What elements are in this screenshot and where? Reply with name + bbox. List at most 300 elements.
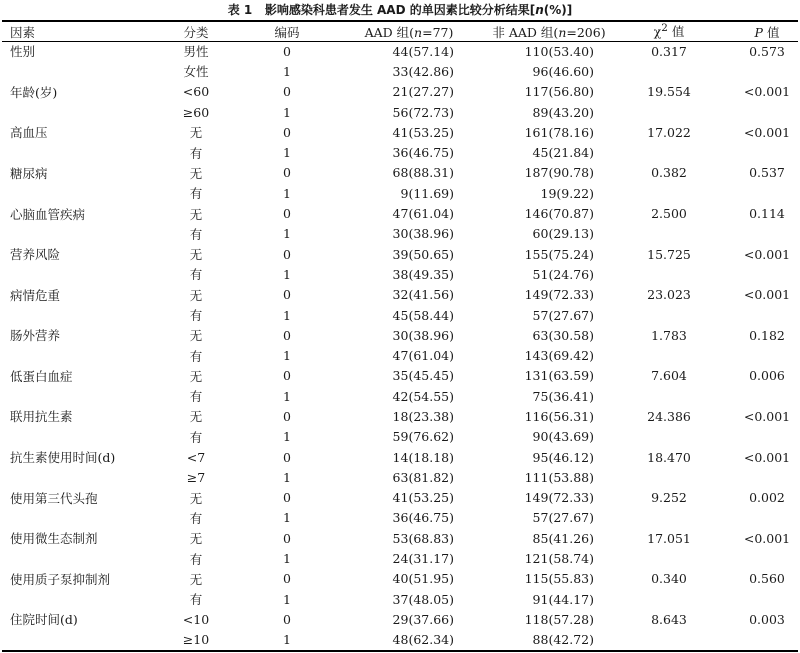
cell-aad-text: 38(49.35) [392,266,454,282]
cell-category-text: 无 [189,531,203,547]
cell-p-value: 0.003 [749,611,785,627]
table-label: 表 1 [227,3,253,17]
cell-category-text: 有 [189,267,203,283]
cell-chi-square [614,142,724,162]
cell-category-text: 有 [189,348,203,364]
header-aad-prefix: AAD 组( [364,24,415,40]
cell-p-value [724,427,800,447]
cell-category-text: <10 [182,611,210,627]
cell-factor [0,61,170,81]
header-code: 编码 [274,24,300,40]
cell-aad-text: 9(11.69) [400,185,454,201]
cell-non-aad-text: 63(30.58) [532,327,594,343]
cell-p-value [724,102,800,122]
cell-non-aad-text: 91(44.17) [532,591,594,607]
cell-p-value: <0.001 [743,408,791,424]
cell-non-aad [484,406,614,426]
cell-category [170,122,240,142]
cell-aad-text: 68(88.31) [392,165,454,181]
cell-category [170,488,240,508]
cell-category [170,569,240,589]
cell-p-value: <0.001 [743,124,791,140]
cell-chi-square [614,427,724,447]
cell-code: 0 [283,206,291,222]
header-row [0,22,800,41]
cell-category [170,224,240,244]
header-aad [334,22,484,41]
cell-aad-text: 37(48.05) [392,591,454,607]
cell-factor [0,508,170,528]
cell-category-text: 无 [189,165,203,181]
cell-p-value [724,224,800,244]
cell-p-value [724,142,800,162]
cell-non-aad [484,82,614,102]
cell-category [170,102,240,122]
cell-category-text: 有 [189,592,203,608]
cell-non-aad [484,467,614,487]
cell-code: 1 [283,185,291,201]
cell-category [170,427,240,447]
cell-non-aad-text: 96(46.60) [532,63,594,79]
header-chi-square [614,22,724,41]
header-category-label: 分类 [183,24,209,40]
cell-non-aad-text: 111(53.88) [524,469,594,485]
cell-aad [334,427,484,447]
table-row [0,244,800,264]
cell-code: 0 [283,449,291,465]
cell-code: 1 [283,469,291,485]
cell-code: 1 [283,429,291,445]
cell-aad-text: 53(68.83) [392,530,454,546]
cell-category [170,630,240,650]
cell-p-value [724,61,800,81]
cell-p-value: 0.537 [749,165,785,181]
cell-non-aad [484,508,614,528]
table-row [0,467,800,487]
cell-aad [334,467,484,487]
header-p-value [724,22,800,41]
cell-p-value [724,589,800,609]
table-row [0,203,800,223]
cell-code: 1 [283,307,291,323]
header-non-prefix: 非 AAD 组( [492,24,559,40]
cell-p-value [724,467,800,487]
cell-non-aad-text: 57(27.67) [532,307,594,323]
cell-category [170,305,240,325]
cell-code: 0 [283,124,291,140]
cell-factor [0,548,170,568]
cell-non-aad [484,61,614,81]
cell-aad [334,224,484,244]
cell-factor [0,427,170,447]
cell-factor [0,386,170,406]
cell-non-aad [484,203,614,223]
table-row [0,406,800,426]
table-row [0,548,800,568]
cell-non-aad-text: 85(41.26) [532,530,594,546]
cell-chi-square: 15.725 [647,246,691,262]
table-row [0,61,800,81]
cell-factor: 肠外营养 [10,328,61,344]
cell-aad [334,345,484,365]
table-caption [0,3,800,17]
cell-aad [334,41,484,61]
cell-category [170,447,240,467]
cell-non-aad [484,569,614,589]
header-p-word: 值 [762,24,780,40]
cell-category-text: 无 [189,287,203,303]
cell-factor [0,345,170,365]
header-non-aad [484,22,614,41]
cell-p-value: 0.573 [749,43,785,59]
cell-aad-text: 29(37.66) [392,611,454,627]
cell-chi-square [614,345,724,365]
cell-category-text: 有 [189,226,203,242]
cell-non-aad [484,366,614,386]
cell-factor [0,102,170,122]
cell-aad-text: 30(38.96) [392,327,454,343]
cell-non-aad [484,548,614,568]
cell-category [170,589,240,609]
cell-code: 0 [283,165,291,181]
cell-aad-text: 33(42.86) [392,63,454,79]
cell-category-text: 有 [189,308,203,323]
cell-factor: 年龄(岁) [10,84,58,100]
cell-non-aad-text: 95(46.12) [532,449,594,465]
cell-code: 1 [283,145,291,161]
cell-aad [334,142,484,162]
table-row [0,427,800,447]
cell-code: 1 [283,63,291,79]
cell-aad [334,609,484,629]
cell-non-aad [484,528,614,548]
cell-chi-square [614,224,724,244]
cell-chi-square [614,183,724,203]
cell-p-value [724,183,800,203]
cell-non-aad-text: 121(58.74) [524,551,594,567]
table-row [0,264,800,284]
header-category [170,22,240,41]
cell-non-aad-text: 45(21.84) [532,145,594,161]
cell-category-text: <60 [182,84,210,100]
cell-non-aad-text: 19(9.22) [540,185,594,201]
cell-category-text: 有 [189,186,203,202]
cell-category-text: ≥10 [182,632,210,648]
cell-aad-text: 41(53.25) [392,490,454,506]
cell-chi-square [614,102,724,122]
cell-code: 0 [283,490,291,506]
cell-non-aad [484,447,614,467]
cell-category [170,203,240,223]
cell-non-aad [484,244,614,264]
header-chi-symbol: χ [653,24,662,40]
cell-factor: 营养风险 [10,247,61,263]
cell-chi-square [614,589,724,609]
table-title: 影响感染科患者发生 AAD 的单因素比较分析结果[ [264,3,536,17]
cell-p-value: <0.001 [743,449,791,465]
cell-code: 1 [283,591,291,607]
cell-factor [0,305,170,325]
cell-factor [0,630,170,650]
cell-category [170,244,240,264]
cell-p-value [724,548,800,568]
cell-chi-square [614,61,724,81]
header-aad-suffix: =77) [422,24,454,40]
cell-code: 1 [283,632,291,648]
cell-factor: 住院时间(d) [10,612,78,628]
cell-category-text: 有 [189,389,203,405]
header-p-symbol: P [754,24,763,40]
cell-p-value: <0.001 [743,287,791,303]
table-row [0,589,800,609]
cell-aad [334,366,484,386]
cell-chi-square [614,548,724,568]
cell-category-text: 无 [189,328,203,344]
cell-p-value: <0.001 [743,530,791,546]
cell-chi-square [614,386,724,406]
cell-category-text: 无 [189,409,203,425]
cell-category-text: 无 [189,247,203,263]
cell-factor: 性别 [10,44,36,60]
cell-code: 1 [283,510,291,526]
table-row [0,82,800,102]
cell-chi-square: 1.783 [651,327,687,343]
cell-p-value [724,630,800,650]
cell-chi-square: 8.643 [651,611,687,627]
table-row [0,386,800,406]
bottom-rule [2,650,798,652]
cell-non-aad-text: 75(36.41) [532,388,594,404]
cell-p-value [724,386,800,406]
cell-p-value: 0.182 [749,327,785,343]
table-row [0,142,800,162]
cell-category [170,82,240,102]
cell-category-text: 无 [189,490,203,506]
cell-aad [334,589,484,609]
cell-aad [334,183,484,203]
cell-code: 1 [283,551,291,567]
cell-chi-square: 0.382 [651,165,687,181]
cell-aad-text: 36(46.75) [392,510,454,526]
cell-code: 1 [283,388,291,404]
cell-aad [334,508,484,528]
cell-non-aad [484,41,614,61]
cell-aad [334,163,484,183]
cell-aad [334,386,484,406]
cell-category-text: ≥60 [182,104,210,120]
cell-non-aad-text: 57(27.67) [532,510,594,526]
cell-factor [0,224,170,244]
cell-non-aad [484,102,614,122]
cell-category [170,528,240,548]
cell-p-value: 0.006 [749,368,785,384]
table-row [0,163,800,183]
cell-code: 0 [283,287,291,303]
cell-chi-square: 0.340 [651,571,687,587]
cell-aad-text: 40(51.95) [392,571,454,587]
cell-chi-square: 19.554 [647,84,691,100]
cell-non-aad [484,589,614,609]
cell-aad-text: 41(53.25) [392,124,454,140]
cell-category-text: <7 [186,449,206,465]
cell-non-aad-text: 143(69.42) [524,348,594,364]
cell-category [170,61,240,81]
cell-non-aad [484,224,614,244]
cell-non-aad-text: 161(78.16) [524,124,594,140]
cell-code: 0 [283,408,291,424]
cell-category-text: 女性 [183,64,209,80]
cell-category-text: 无 [189,125,203,141]
table-row [0,447,800,467]
cell-aad-text: 21(27.27) [392,84,454,100]
cell-aad [334,203,484,223]
cell-chi-square: 18.470 [647,449,691,465]
cell-non-aad [484,142,614,162]
cell-aad-text: 48(62.34) [392,632,454,648]
cell-category [170,386,240,406]
cell-non-aad-text: 155(75.24) [524,246,594,262]
cell-non-aad [484,488,614,508]
cell-aad [334,630,484,650]
cell-category [170,609,240,629]
cell-non-aad-text: 118(57.28) [524,611,594,627]
cell-category [170,285,240,305]
cell-chi-square: 2.500 [651,206,687,222]
cell-category-text: 有 [189,510,203,526]
cell-aad-text: 47(61.04) [392,206,454,222]
table-row [0,569,800,589]
header-aad-n: n [414,24,423,40]
cell-chi-square: 0.317 [651,43,687,59]
header-non-n: n [558,24,567,40]
cell-factor: 使用质子泵抑制剂 [10,571,111,587]
cell-non-aad [484,183,614,203]
cell-aad-text: 63(81.82) [392,469,454,485]
table-row [0,508,800,528]
cell-aad [334,82,484,102]
cell-non-aad [484,163,614,183]
cell-chi-square [614,264,724,284]
cell-non-aad-text: 51(24.76) [532,266,594,282]
cell-chi-square: 9.252 [651,490,687,506]
cell-aad-text: 56(72.73) [392,104,454,120]
table-row [0,528,800,548]
cell-p-value: <0.001 [743,84,791,100]
cell-category [170,142,240,162]
cell-non-aad [484,264,614,284]
cell-non-aad-text: 117(56.80) [524,84,594,100]
table-title-end: (%)] [543,3,573,17]
table-row [0,183,800,203]
cell-aad-text: 32(41.56) [392,287,454,303]
cell-category-text: 无 [189,368,203,384]
cell-p-value [724,345,800,365]
cell-aad-text: 30(38.96) [392,226,454,242]
cell-aad [334,447,484,467]
cell-aad-text: 42(54.55) [392,388,454,404]
cell-code: 0 [283,43,291,59]
cell-p-value: 0.560 [749,571,785,587]
cell-code: 0 [283,368,291,384]
cell-code: 0 [283,327,291,343]
cell-aad-text: 39(50.65) [392,246,454,262]
cell-non-aad-text: 146(70.87) [524,206,594,222]
header-chi-sup: 2 [661,22,668,35]
cell-category [170,548,240,568]
cell-non-aad [484,325,614,345]
cell-factor [0,142,170,162]
cell-aad [334,528,484,548]
cell-category-text: 有 [189,145,203,161]
table-title-n: n [535,3,544,17]
cell-chi-square: 17.022 [647,124,691,140]
cell-aad [334,305,484,325]
cell-non-aad-text: 60(29.13) [532,226,594,242]
cell-aad [334,61,484,81]
cell-non-aad-text: 187(90.78) [524,165,594,181]
cell-aad [334,244,484,264]
cell-aad-text: 35(45.45) [392,368,454,384]
cell-aad-text: 36(46.75) [392,145,454,161]
cell-factor: 联用抗生素 [10,409,73,425]
cell-code: 1 [283,226,291,242]
cell-non-aad-text: 116(56.31) [524,408,594,424]
cell-p-value: <0.001 [743,246,791,262]
cell-non-aad [484,305,614,325]
cell-chi-square [614,630,724,650]
cell-aad-text: 59(76.62) [392,429,454,445]
cell-category-text: 有 [189,429,203,445]
cell-factor: 心脑血管疾病 [10,206,86,222]
cell-category [170,508,240,528]
cell-category-text: ≥7 [186,469,206,485]
cell-non-aad-text: 149(72.33) [524,287,594,303]
cell-code: 1 [283,348,291,364]
cell-factor [0,183,170,203]
cell-category [170,163,240,183]
cell-category [170,41,240,61]
cell-code: 0 [283,571,291,587]
table-row [0,285,800,305]
cell-category [170,345,240,365]
cell-factor: 低蛋白血症 [10,368,73,384]
table-row [0,345,800,365]
table-row [0,41,800,61]
cell-category [170,325,240,345]
cell-non-aad [484,122,614,142]
cell-chi-square: 17.051 [647,530,691,546]
header-non-suffix: =206) [566,24,606,40]
cell-aad-text: 47(61.04) [392,348,454,364]
cell-chi-square: 24.386 [647,408,691,424]
table-row [0,630,800,650]
header-chi-word: 值 [667,24,685,40]
cell-non-aad [484,427,614,447]
cell-code: 0 [283,84,291,100]
cell-non-aad [484,285,614,305]
results-table [0,22,800,650]
table-header [0,22,800,41]
cell-aad [334,264,484,284]
table-row [0,224,800,244]
cell-factor: 抗生素使用时间(d) [10,450,116,466]
cell-aad [334,102,484,122]
cell-factor [0,264,170,284]
cell-category [170,264,240,284]
cell-p-value [724,508,800,528]
cell-non-aad [484,386,614,406]
cell-factor [0,467,170,487]
